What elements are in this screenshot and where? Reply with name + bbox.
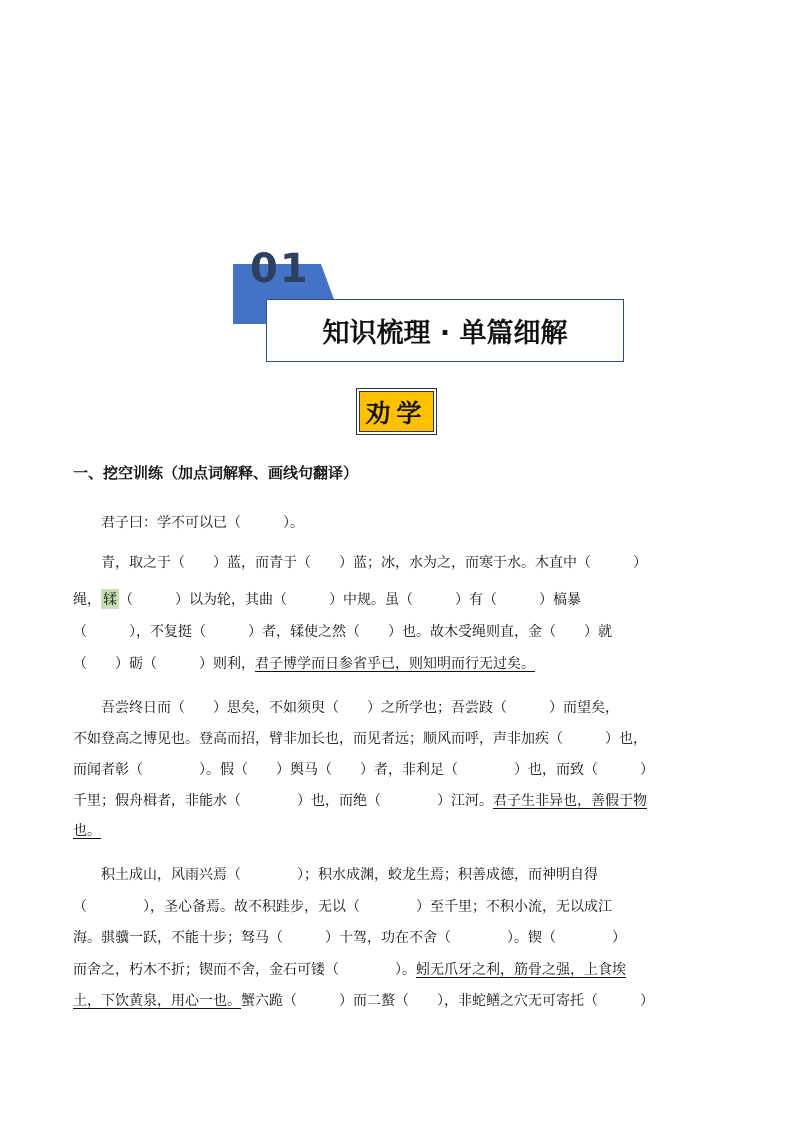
highlighted-char: 𫐓 bbox=[101, 589, 119, 609]
text-segment: 不如登高之博见也。登高而招，臂非加长也，而见者远；顺风而呼，声非加疾（ ）也， bbox=[73, 731, 647, 747]
underlined-sentence: 也。 bbox=[73, 823, 101, 839]
text-line bbox=[73, 927, 733, 947]
text-line bbox=[73, 728, 733, 748]
underlined-sentence: 君子生非异也，善假于物 bbox=[493, 793, 647, 809]
text-segment: 而舍之，朽木不折；锲而不舍，金石可镂（ ）。 bbox=[73, 962, 416, 978]
text-line bbox=[73, 552, 733, 572]
text-segment: 而闻者彰（ ）。假（ ）舆马（ ）者，非利足（ ）也，而致（ ） bbox=[73, 762, 654, 778]
text-line bbox=[73, 990, 733, 1010]
text-segment: 海。骐骥一跃，不能十步；驽马（ ）十驾，功在不舍（ ）。锲（ ） bbox=[73, 930, 626, 946]
text-line bbox=[73, 959, 733, 979]
text-line bbox=[73, 864, 733, 884]
text-segment: 君子曰：学不可以已（ ）。 bbox=[73, 515, 304, 531]
text-segment: （ ）以为轮，其曲（ ）中规。虽（ ）有（ ）槁暴 bbox=[119, 592, 581, 608]
title-box bbox=[266, 299, 624, 362]
underlined-sentence: 蚓无爪牙之利，筋骨之强，上食埃 bbox=[416, 962, 626, 978]
underlined-sentence: 君子博学而日参省乎已，则知明而行无过矣。 bbox=[255, 656, 535, 672]
underlined-sentence: 土，下饮黄泉，用心一也。 bbox=[73, 993, 241, 1009]
text-segment: 蟹六跪（ ）而二螯（ ），非蛇鳝之穴无可寄托（ ） bbox=[241, 993, 654, 1009]
text-line bbox=[73, 759, 733, 779]
lesson-title: 劝学 bbox=[359, 391, 434, 432]
text-segment: （ ），不复挺（ ）者，𫐓使之然（ ）也。故木受绳则直，金（ ）就 bbox=[73, 624, 612, 640]
text-segment: （ ）砺（ ）则利， bbox=[73, 656, 255, 672]
text-segment: 青，取之于（ ）蓝，而青于（ ）蓝；冰，水为之，而寒于水。木直中（ ） bbox=[73, 555, 647, 571]
section-number: 01 bbox=[250, 246, 310, 292]
page-title: 知识梳理 · 单篇细解 bbox=[322, 318, 568, 349]
text-line bbox=[73, 896, 733, 916]
text-line bbox=[73, 790, 733, 810]
text-line bbox=[73, 820, 733, 840]
text-segment: 积土成山，风雨兴焉（ ）；积水成渊，蛟龙生焉；积善成德，而神明自得 bbox=[73, 867, 598, 883]
section-heading: 一、挖空训练（加点词解释、画线句翻译） bbox=[73, 464, 359, 482]
text-line bbox=[73, 589, 733, 609]
text-line bbox=[73, 512, 733, 532]
text-line bbox=[73, 621, 733, 641]
text-line bbox=[73, 697, 733, 717]
text-segment: 绳， bbox=[73, 592, 101, 608]
text-segment: 吾尝终日而（ ）思矣，不如须臾（ ）之所学也；吾尝跂（ ）而望矣， bbox=[73, 700, 619, 716]
text-segment: （ ），圣心备焉。故不积跬步，无以（ ）至千里；不积小流，无以成江 bbox=[73, 899, 612, 915]
text-line bbox=[73, 653, 733, 673]
lesson-title-box bbox=[356, 388, 437, 435]
text-segment: 千里；假舟楫者，非能水（ ）也，而绝（ ）江河。 bbox=[73, 793, 493, 809]
